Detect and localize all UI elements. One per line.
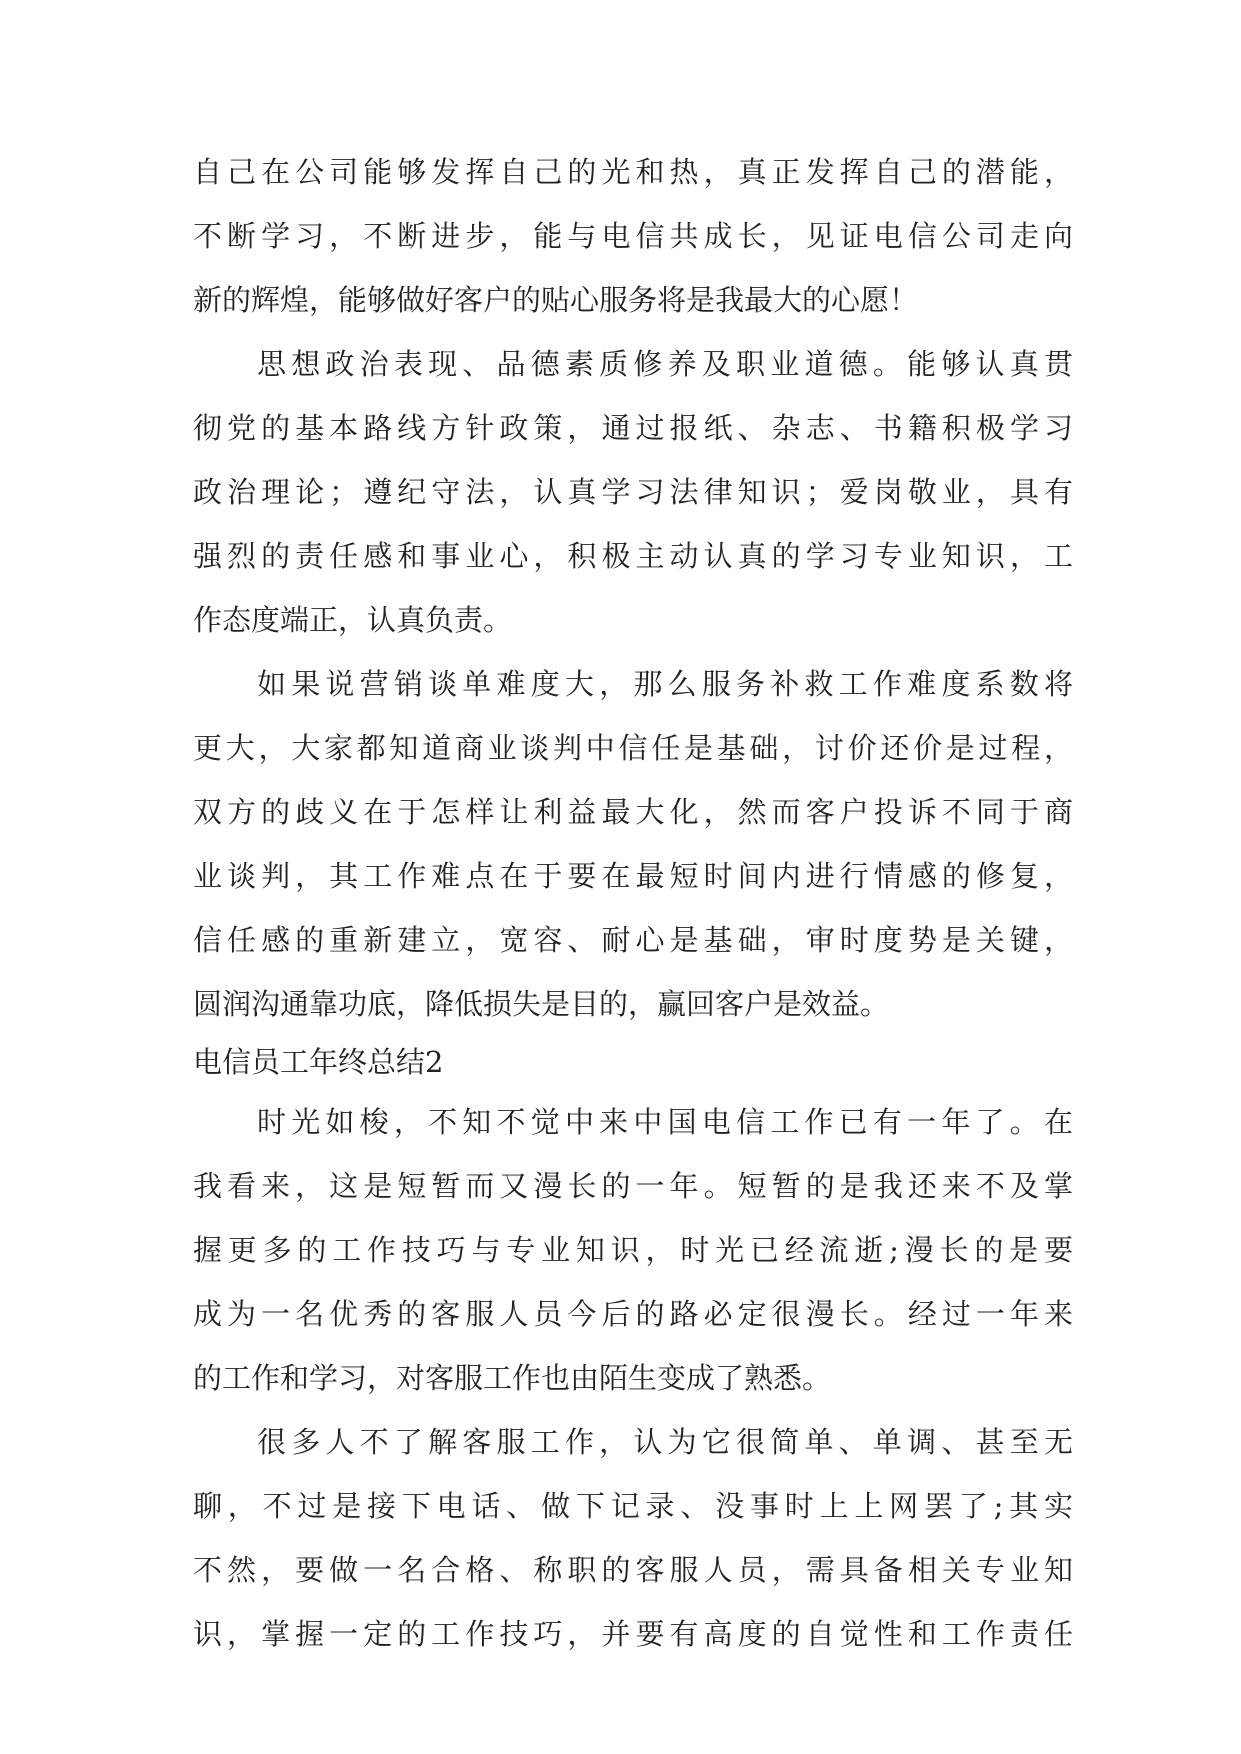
text-line: 彻党的基本路线方针政策，通过报纸、杂志、书籍积极学习 bbox=[193, 411, 1073, 445]
text-line: 新的辉煌，能够做好客户的贴心服务将是我最大的心愿！ bbox=[193, 283, 919, 317]
text-line: 聊，不过是接下电话、做下记录、没事时上上网罢了;其实 bbox=[193, 1489, 1073, 1523]
text-line: 的工作和学习，对客服工作也由陌生变成了熟悉。 bbox=[193, 1361, 832, 1395]
text-line: 强烈的责任感和事业心，积极主动认真的学习专业知识，工 bbox=[193, 539, 1073, 573]
text-line: 思想政治表现、品德素质修养及职业道德。能够认真贯 bbox=[257, 347, 1073, 381]
text-line: 信任感的重新建立，宽容、耐心是基础，审时度势是关键， bbox=[193, 923, 1073, 957]
text-line: 很多人不了解客服工作，认为它很简单、单调、甚至无 bbox=[257, 1425, 1073, 1459]
text-line: 圆润沟通靠功底，降低损失是目的，赢回客户是效益。 bbox=[193, 987, 890, 1021]
text-line: 握更多的工作技巧与专业知识，时光已经流逝;漫长的是要 bbox=[193, 1233, 1073, 1267]
text-line: 我看来，这是短暂而又漫长的一年。短暂的是我还来不及掌 bbox=[193, 1169, 1073, 1203]
text-line: 自己在公司能够发挥自己的光和热，真正发挥自己的潜能， bbox=[193, 155, 1073, 189]
section-heading: 电信员工年终总结2 bbox=[193, 1045, 444, 1079]
text-line: 双方的歧义在于怎样让利益最大化，然而客户投诉不同于商 bbox=[193, 795, 1073, 829]
text-line: 政治理论；遵纪守法，认真学习法律知识；爱岗敬业，具有 bbox=[193, 475, 1073, 509]
text-line: 如果说营销谈单难度大，那么服务补救工作难度系数将 bbox=[257, 667, 1073, 701]
text-line: 识，掌握一定的工作技巧，并要有高度的自觉性和工作责任 bbox=[193, 1617, 1073, 1651]
text-line: 成为一名优秀的客服人员今后的路必定很漫长。经过一年来 bbox=[193, 1297, 1073, 1331]
text-line: 不然，要做一名合格、称职的客服人员，需具备相关专业知 bbox=[193, 1553, 1073, 1587]
text-line: 不断学习，不断进步，能与电信共成长，见证电信公司走向 bbox=[193, 219, 1073, 253]
text-line: 时光如梭，不知不觉中来中国电信工作已有一年了。在 bbox=[257, 1105, 1073, 1139]
text-line: 作态度端正，认真负责。 bbox=[193, 603, 513, 637]
text-line: 更大，大家都知道商业谈判中信任是基础，讨价还价是过程， bbox=[193, 731, 1073, 765]
text-line: 业谈判，其工作难点在于要在最短时间内进行情感的修复， bbox=[193, 859, 1073, 893]
